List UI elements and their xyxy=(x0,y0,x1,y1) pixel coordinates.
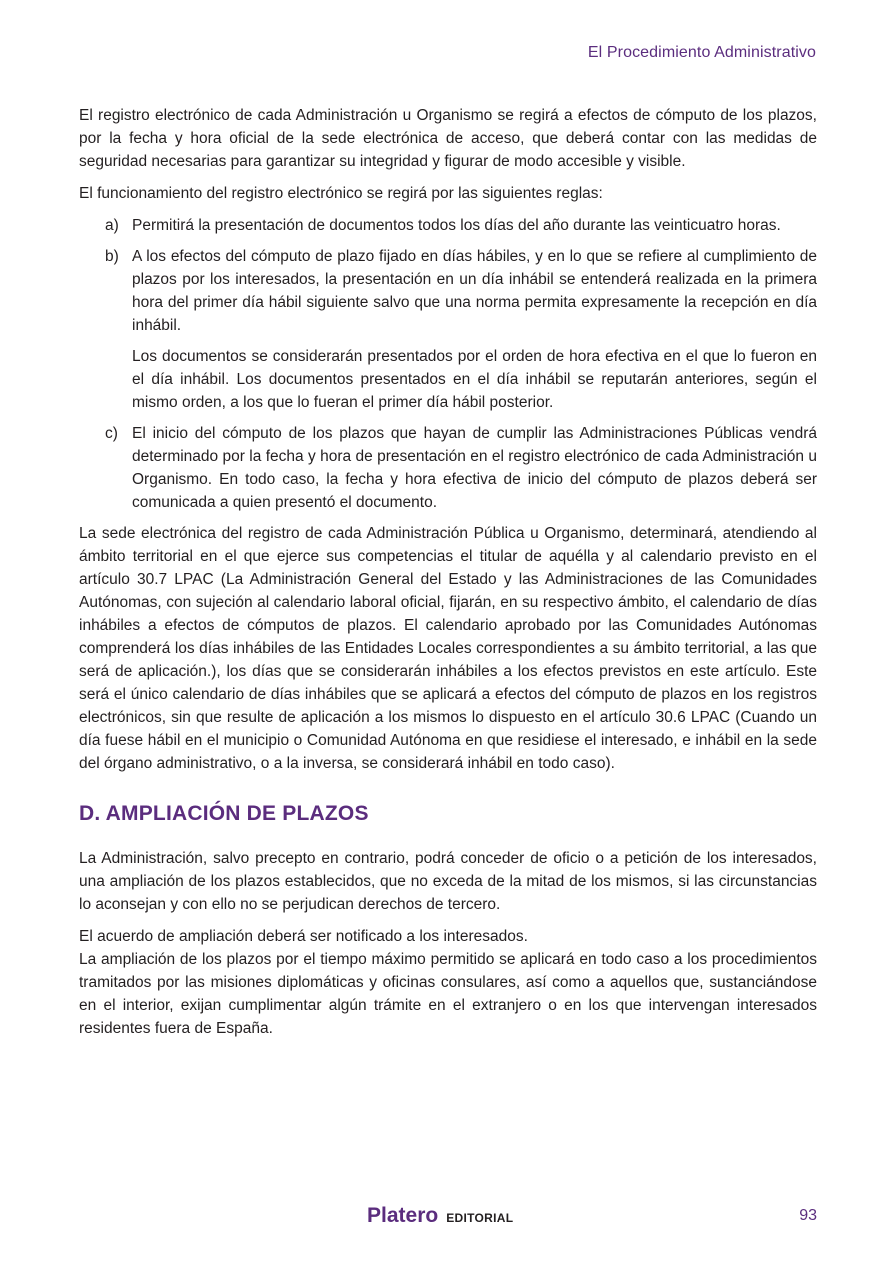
list-item-text: A los efectos del cómputo de plazo fijado en días hábiles, y en lo que se refiere al cumplimiento de plazos por los interesados, la presentación en un día inhábil se entenderá realizada en la primera hora del primer día hábil siguiente salvo que una norma permita expresamente la recepción en día inhábil. xyxy=(132,248,817,334)
paragraph-tiempo-maximo: La ampliación de los plazos por el tiempo máximo permitido se aplicará en todo caso a los procedimientos tramitados por las misiones diplomáticas y oficinas consulares, así como a aquellos que, sustanciándose en el interior, exijan cumplimentar algún trámite en el extranjero o en los que intervengan interesados residentes fuera de España. xyxy=(79,951,817,1037)
list-marker: b) xyxy=(105,248,119,265)
publisher-brand: Platero xyxy=(367,1204,439,1227)
page-body xyxy=(79,104,817,1049)
list-marker: c) xyxy=(105,425,118,442)
list-item xyxy=(79,245,817,414)
paragraph-ampliacion: La Administración, salvo precepto en contrario, podrá conceder de oficio o a petición de los interesados, una ampliación de los plazos establecidos, que no exceda de la mitad de los mismos, si las circunstancias lo aconsejan y con ello no se perjudican derechos de tercero. xyxy=(79,850,817,913)
list-item xyxy=(79,422,817,514)
running-header-title: El Procedimiento Administrativo xyxy=(587,44,816,61)
paragraph-sede-electronica: La sede electrónica del registro de cada Administración Pública u Organismo, determinará, atendiendo al ámbito territorial en el que ejerce sus competencias el titular de aquélla y al calendario previsto en el artículo 30.7 LPAC (La Administración General del Estado y las Administraciones de las Comunidades Autónomas, con sujeción al calendario laboral oficial, fijarán, en su respectivo ámbito, el calendario de días inhábiles a efectos de cómputos de plazos. El calendario aprobado por las Comunidades Autónomas comprenderá los días inhábiles de las Entidades Locales correspondientes a su ámbito territorial, a las que será de aplicación.), los días que se considerarán inhábiles a los efectos previstos en este artículo. Este será el único calendario de días inhábiles que se aplicará a efectos del cómputo de plazos en los registros electrónicos, sin que resulte de aplicación a los mismos lo dispuesto en el artículo 30.6 LPAC (Cuando un día fuese hábil en el municipio o Comunidad Autónoma en que residiese el interesado, e inhábil en la sede del órgano administrativo, o a la inversa, se considerará inhábil en todo caso). xyxy=(79,525,817,772)
paragraph-funcionamiento: El funcionamiento del registro electrónico se regirá por las siguientes reglas: xyxy=(79,185,603,202)
page-number: 93 xyxy=(799,1207,817,1224)
paragraph-acuerdo: El acuerdo de ampliación deberá ser notificado a los interesados. xyxy=(79,928,528,945)
list-item-text: El inicio del cómputo de los plazos que hayan de cumplir las Administraciones Públicas vendrá determinado por la fecha y hora de presentación en el registro electrónico de cada Administración u Organismo. En todo caso, la fecha y hora efectiva de inicio del cómputo de plazos deberá ser comunicada a quien presentó el documento. xyxy=(132,425,817,511)
rules-list xyxy=(79,214,817,514)
list-item-text: Permitirá la presentación de documentos todos los días del año durante las veinticuatro horas. xyxy=(132,217,781,234)
publisher-brand-sub: EDITORIAL xyxy=(446,1211,514,1225)
publisher-logo xyxy=(367,1204,513,1228)
list-item xyxy=(79,214,817,237)
list-marker: a) xyxy=(105,217,119,234)
paragraph-registro-electronico: El registro electrónico de cada Administración u Organismo se regirá a efectos de cómputo de los plazos, por la fecha y hora oficial de la sede electrónica de acceso, que deberá contar con las medidas de seguridad necesarias para garantizar su integridad y figurar de modo accesible y visible. xyxy=(79,107,817,170)
list-item-text: Los documentos se considerarán presentados por el orden de hora efectiva en el que lo fueron en el día inhábil. Los documentos presentados en el día inhábil se reputarán anteriores, según el mismo orden, a los que lo fueran el primer día hábil posterior. xyxy=(132,348,817,411)
section-heading: D. AMPLIACIÓN DE PLAZOS xyxy=(79,802,369,825)
